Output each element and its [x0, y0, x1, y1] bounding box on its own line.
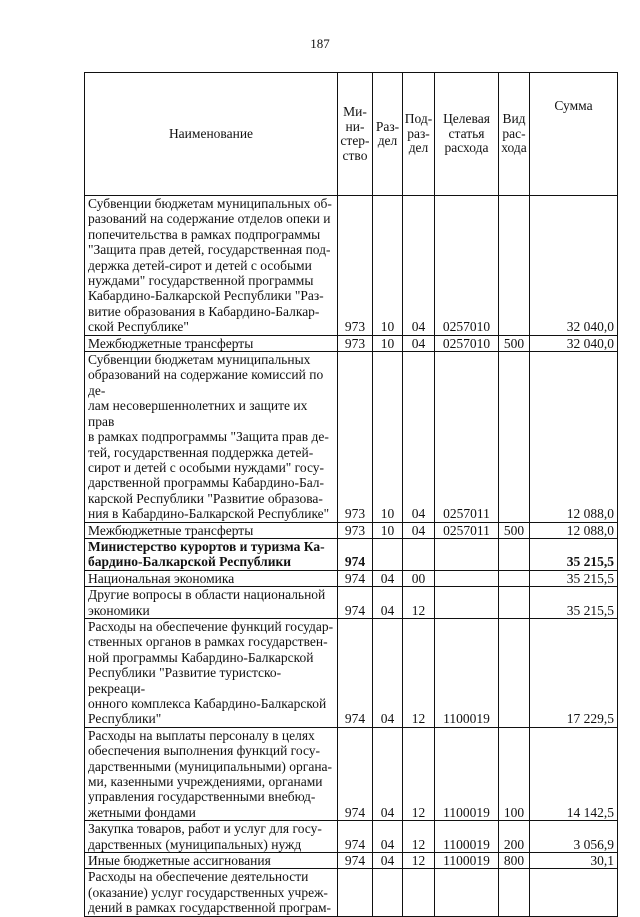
row-type [499, 538, 530, 570]
row-section: 04 [373, 587, 403, 619]
row-ministry: 974 [338, 727, 373, 820]
header-section: Раз- дел [373, 73, 403, 196]
row-type: 500 [499, 522, 530, 538]
header-name: Наименование [85, 73, 338, 196]
table-row [85, 618, 618, 727]
row-subsection [403, 869, 435, 916]
row-subsection: 12 [403, 727, 435, 820]
header-target: Целевая статья расхода [435, 73, 499, 196]
table-header-row [85, 73, 618, 196]
row-section [373, 538, 403, 570]
row-target: 0257010 [435, 196, 499, 336]
row-name: Национальная экономика [85, 570, 338, 586]
row-subsection: 12 [403, 821, 435, 853]
row-subsection: 04 [403, 335, 435, 351]
page-number: 187 [310, 36, 330, 51]
row-amount: 35 215,5 [530, 538, 618, 570]
row-subsection: 04 [403, 522, 435, 538]
row-type [499, 352, 530, 522]
row-amount: 32 040,0 [530, 335, 618, 351]
row-subsection: 04 [403, 352, 435, 522]
table-row [85, 869, 618, 916]
budget-table [84, 72, 618, 917]
row-target: 1100019 [435, 618, 499, 727]
row-name: Министерство курортов и туризма Ка- бардино-Балкарской Республики [85, 538, 338, 570]
row-subsection: 12 [403, 587, 435, 619]
row-section: 10 [373, 335, 403, 351]
row-target [435, 587, 499, 619]
row-amount: 12 088,0 [530, 352, 618, 522]
header-subsection: Под- раз- дел [403, 73, 435, 196]
row-target [435, 538, 499, 570]
row-ministry: 973 [338, 522, 373, 538]
row-ministry: 974 [338, 570, 373, 586]
row-amount: 12 088,0 [530, 522, 618, 538]
header-type: Вид рас- хода [499, 73, 530, 196]
row-name: Субвенции бюджетам муниципальных об- разований на содержание отделов опеки и попечительства в рамках подпрограммы "Защита прав детей, государственная под- держка детей-сирот и детей с особыми нуждами" государственной программы Кабардино-Балкарской Республики "Раз- витие образования в Кабардино-Балкар- ской Республике" [85, 196, 338, 336]
row-subsection: 12 [403, 618, 435, 727]
row-type [499, 196, 530, 336]
row-name: Межбюджетные трансферты [85, 522, 338, 538]
row-ministry: 974 [338, 618, 373, 727]
row-name: Иные бюджетные ассигнования [85, 853, 338, 869]
row-amount: 32 040,0 [530, 196, 618, 336]
row-amount: 35 215,5 [530, 587, 618, 619]
table-row [85, 821, 618, 853]
row-type: 200 [499, 821, 530, 853]
row-ministry [338, 869, 373, 916]
row-section: 04 [373, 570, 403, 586]
row-ministry: 974 [338, 538, 373, 570]
row-name: Расходы на обеспечение функций государ- ственных органов в рамках государствен- ной программы Кабардино-Балкарской Республики "Развитие туристско-рекреаци- онного комплекса Кабардино-Балкарской Республики" [85, 618, 338, 727]
row-ministry: 973 [338, 196, 373, 336]
row-type [499, 570, 530, 586]
row-amount: 17 229,5 [530, 618, 618, 727]
table-row [85, 538, 618, 570]
row-target: 0257010 [435, 335, 499, 351]
table-row [85, 570, 618, 586]
header-amount: Сумма [530, 73, 618, 196]
row-name: Расходы на выплаты персоналу в целях обеспечения выполнения функций госу- дарственными (муниципальными) органа- ми, казенными учреждениями, органами управления государственными внебюд- жетными фондами [85, 727, 338, 820]
row-ministry: 974 [338, 587, 373, 619]
row-name: Субвенции бюджетам муниципальных образований на содержание комиссий по де- лам несовершеннолетних и защите их прав в рамках подпрограммы "Защита прав де- тей, государственная поддержка детей- сирот и детей с особыми нуждами" госу- дарственной программы Кабардино-Бал- карской Республики "Развитие образова- ния в Кабардино-Балкарской Республике" [85, 352, 338, 522]
row-section: 10 [373, 522, 403, 538]
row-ministry: 973 [338, 352, 373, 522]
row-amount: 3 056,9 [530, 821, 618, 853]
row-type [499, 618, 530, 727]
row-subsection: 12 [403, 853, 435, 869]
row-ministry: 974 [338, 821, 373, 853]
table-row [85, 196, 618, 336]
row-section: 04 [373, 618, 403, 727]
row-section: 10 [373, 352, 403, 522]
row-amount: 35 215,5 [530, 570, 618, 586]
row-type: 800 [499, 853, 530, 869]
row-target: 1100019 [435, 727, 499, 820]
row-section [373, 869, 403, 916]
row-target: 1100019 [435, 853, 499, 869]
row-target [435, 570, 499, 586]
header-ministry: Ми- ни- стер- ство [338, 73, 373, 196]
row-ministry: 974 [338, 853, 373, 869]
row-name: Расходы на обеспечение деятельности (оказание) услуг государственных учреж- дений в рамках государственной програм- [85, 869, 338, 916]
row-section: 04 [373, 853, 403, 869]
table-row [85, 727, 618, 820]
row-section: 04 [373, 821, 403, 853]
table-row [85, 587, 618, 619]
row-type [499, 869, 530, 916]
row-target: 1100019 [435, 821, 499, 853]
table-row [85, 853, 618, 869]
row-type: 500 [499, 335, 530, 351]
row-name: Закупка товаров, работ и услуг для госу- дарственных (муниципальных) нужд [85, 821, 338, 853]
row-type [499, 587, 530, 619]
row-subsection [403, 538, 435, 570]
table-row [85, 335, 618, 351]
row-target [435, 869, 499, 916]
row-target: 0257011 [435, 522, 499, 538]
row-amount: 14 142,5 [530, 727, 618, 820]
row-ministry: 973 [338, 335, 373, 351]
table-row [85, 352, 618, 522]
table-row [85, 522, 618, 538]
row-amount [530, 869, 618, 916]
row-subsection: 00 [403, 570, 435, 586]
row-name: Другие вопросы в области национальной экономики [85, 587, 338, 619]
row-type: 100 [499, 727, 530, 820]
row-subsection: 04 [403, 196, 435, 336]
row-name: Межбюджетные трансферты [85, 335, 338, 351]
row-target: 0257011 [435, 352, 499, 522]
row-section: 04 [373, 727, 403, 820]
row-section: 10 [373, 196, 403, 336]
row-amount: 30,1 [530, 853, 618, 869]
